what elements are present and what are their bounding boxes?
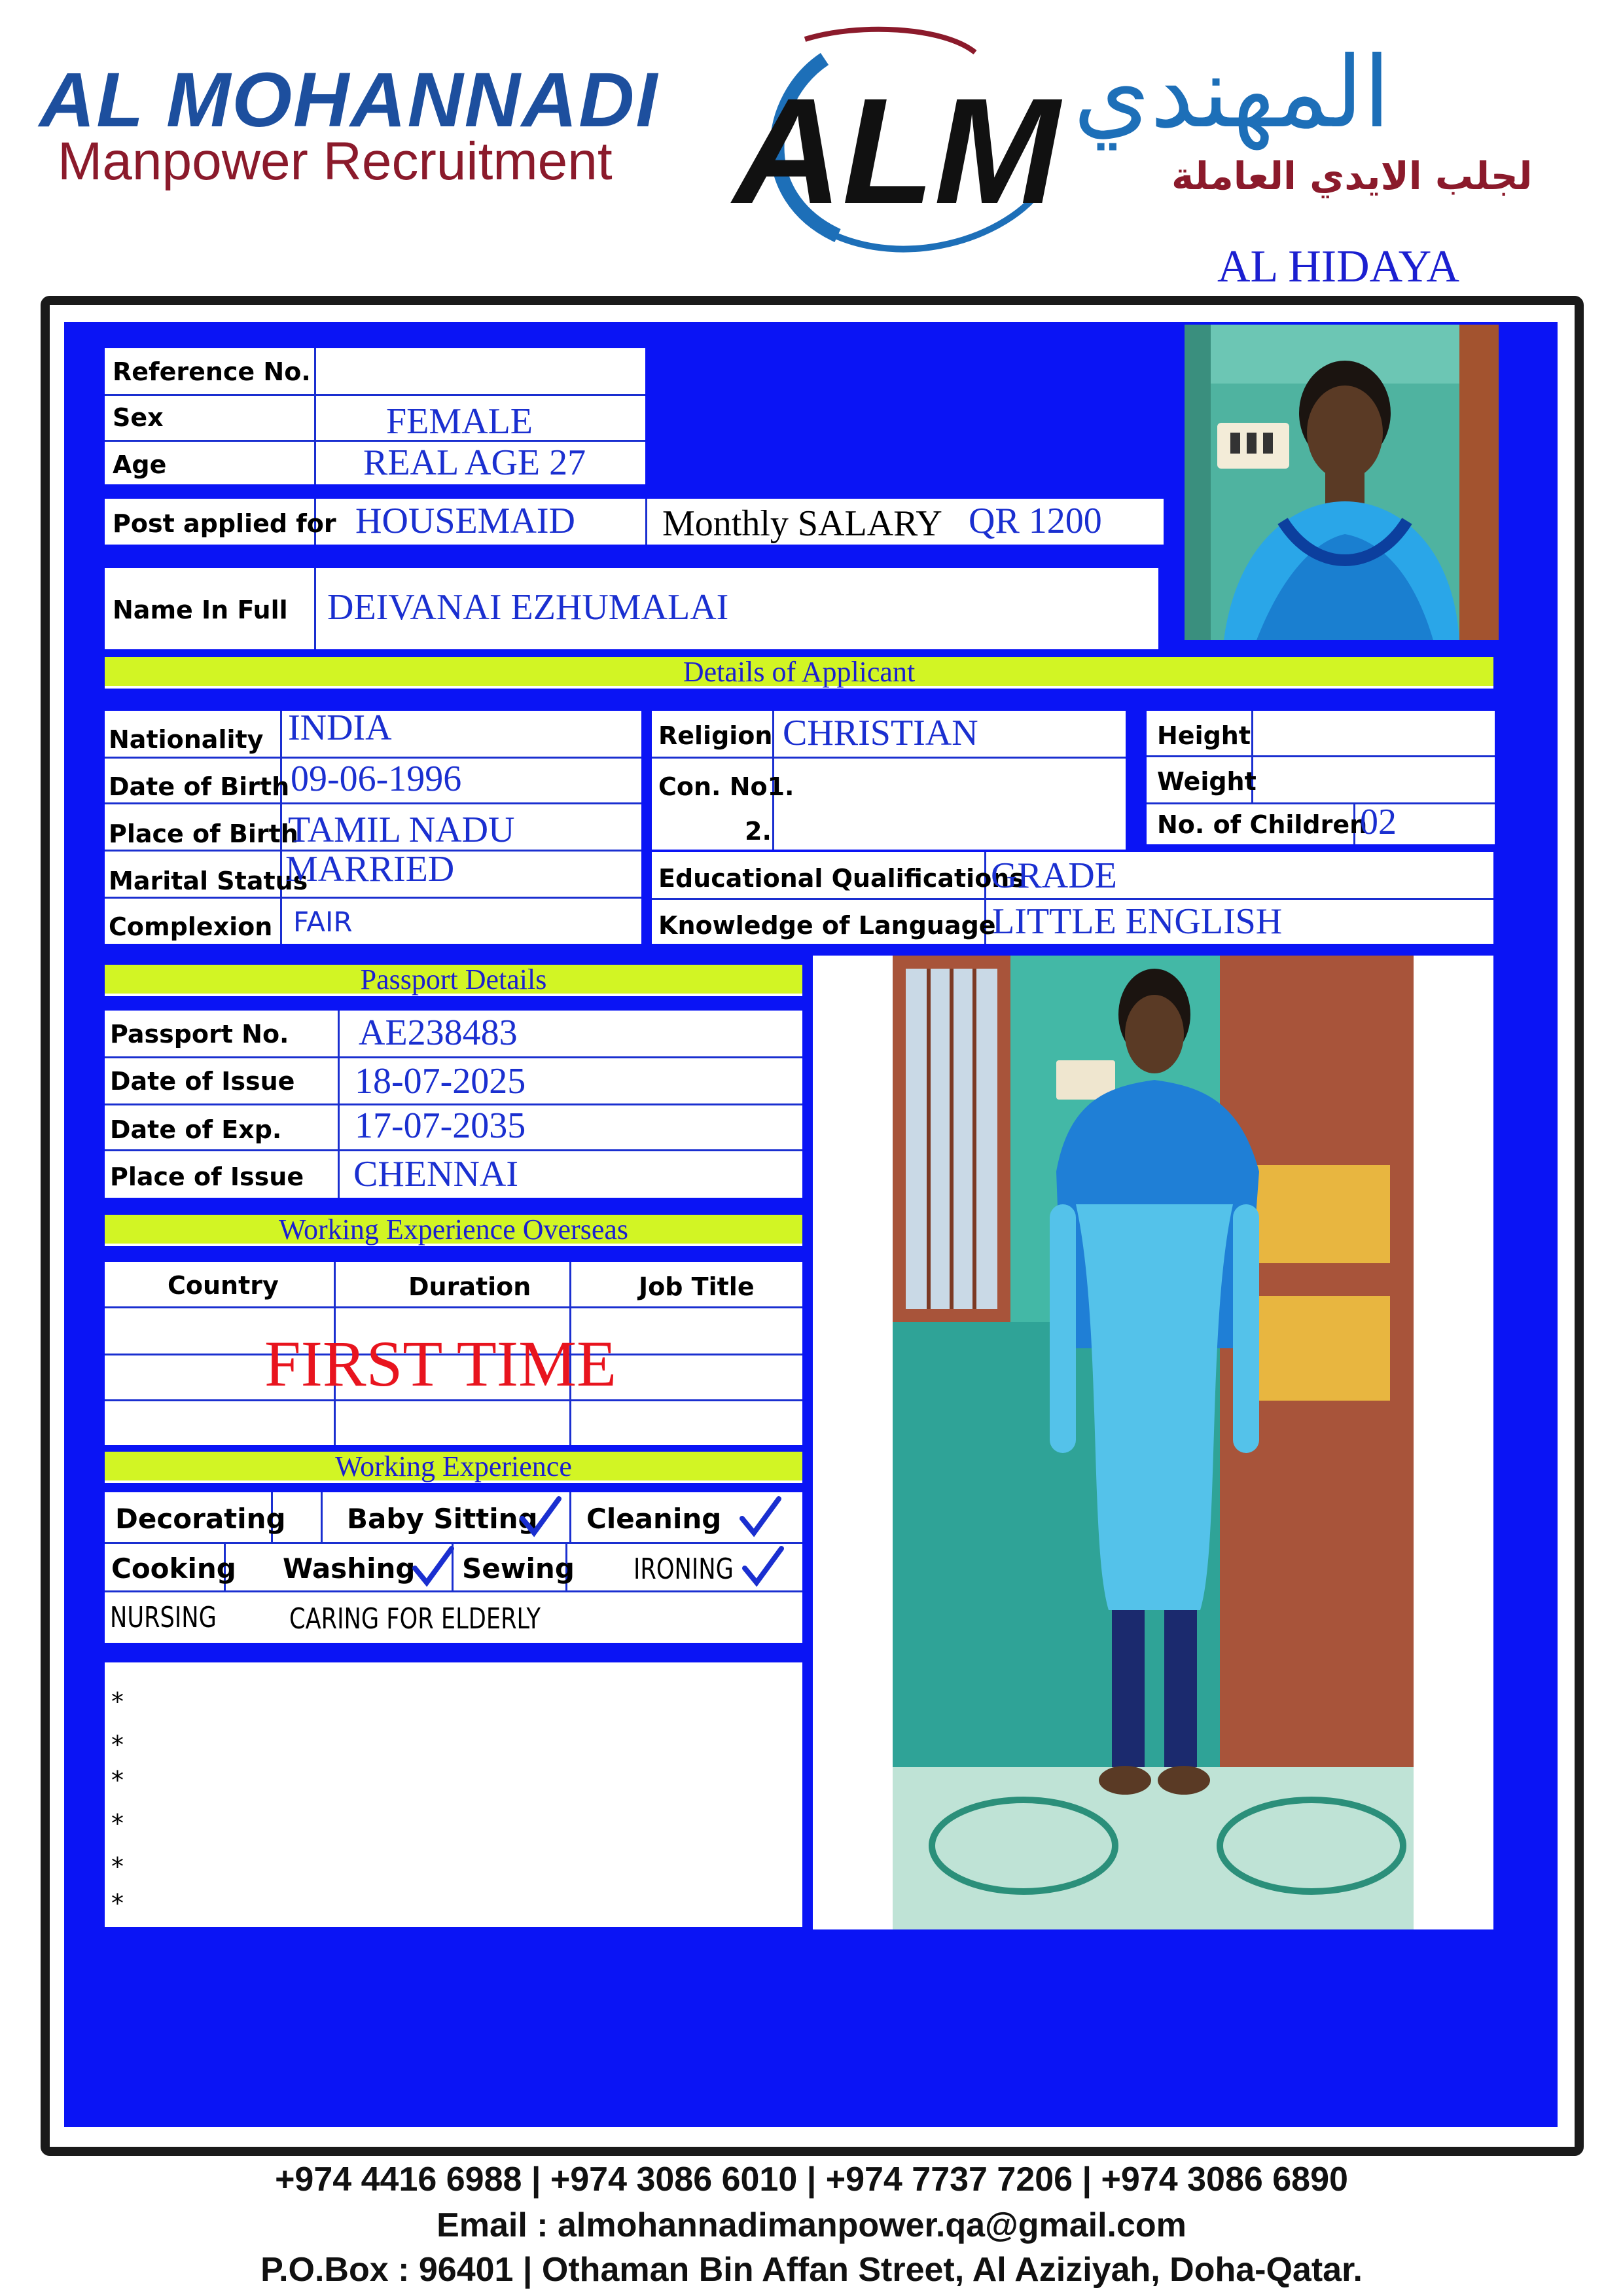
- children-label: No. of Children: [1157, 810, 1368, 839]
- religion-value: CHRISTIAN: [783, 713, 978, 753]
- applicant-left-table: [105, 708, 641, 944]
- company-logo-tagline: Manpower Recruitment: [58, 132, 613, 191]
- salary-value: QR 1200: [969, 501, 1102, 541]
- age-label: Age: [113, 450, 167, 479]
- height-label: Height: [1157, 721, 1251, 750]
- reference-table: [105, 348, 645, 484]
- check-icon-baby-sitting: [517, 1494, 563, 1539]
- contact-1-label: Con. No1.: [658, 772, 794, 801]
- section-bar-passport: Passport Details: [105, 965, 802, 996]
- passport-place-value: CHENNAI: [353, 1154, 518, 1194]
- section-bar-applicant: Details of Applicant: [105, 657, 1493, 689]
- note-line: *: [111, 1852, 124, 1881]
- salary-label: Monthly SALARY: [662, 503, 942, 544]
- applicant-headshot: [1185, 325, 1499, 640]
- language-label: Knowledge of Language: [658, 911, 996, 940]
- check-icon-cleaning: [737, 1494, 783, 1539]
- alm-logo-text: ALM: [733, 67, 1060, 235]
- education-label: Educational Qualifications: [658, 864, 1024, 893]
- skill-nursing: NURSING: [110, 1601, 217, 1634]
- pob-value: TAMIL NADU: [288, 810, 515, 850]
- sex-value: FEMALE: [386, 401, 533, 442]
- check-icon-washing: [410, 1543, 455, 1589]
- skill-cleaning: Cleaning: [586, 1503, 722, 1535]
- passport-number-value: AE238483: [359, 1013, 518, 1053]
- passport-place-label: Place of Issue: [110, 1162, 304, 1191]
- applicant-full-photo: [893, 956, 1414, 1929]
- education-value: GRADE: [991, 855, 1117, 896]
- religion-label: Religion: [658, 721, 773, 750]
- overseas-column-country: Country: [168, 1271, 279, 1300]
- company-logo-english: AL MOHANNADI: [39, 57, 659, 143]
- note-line: *: [111, 1889, 124, 1918]
- skill-decorating: Decorating: [115, 1503, 286, 1535]
- dob-label: Date of Birth: [109, 772, 290, 801]
- passport-expiry-value: 17-07-2035: [355, 1105, 526, 1146]
- alm-logo-mark: [726, 26, 1067, 262]
- marital-value: MARRIED: [285, 849, 455, 889]
- company-logo-arabic: المهندي: [1073, 36, 1391, 150]
- reference-label: Reference No.: [113, 357, 311, 386]
- company-logo-arabic-tagline: لجلب الايدي العاملة: [1171, 154, 1533, 198]
- name-value: DEIVANAI EZHUMALAI: [327, 587, 729, 628]
- complexion-value: FAIR: [293, 906, 353, 938]
- overseas-column-job-title: Job Title: [639, 1272, 755, 1301]
- nationality-value: INDIA: [288, 708, 392, 748]
- education-table: [652, 852, 1493, 944]
- children-value: 02: [1360, 802, 1397, 842]
- pob-label: Place of Birth: [109, 819, 298, 848]
- passport-issue-label: Date of Issue: [110, 1067, 295, 1096]
- post-label: Post applied for: [113, 509, 336, 538]
- language-value: LITTLE ENGLISH: [992, 901, 1283, 942]
- skill-sewing: Sewing: [462, 1552, 575, 1585]
- skill-baby-sitting: Baby Sitting: [347, 1503, 538, 1535]
- post-salary-row: [105, 499, 1164, 545]
- section-bar-overseas: Working Experience Overseas: [105, 1215, 802, 1246]
- weight-label: Weight: [1157, 767, 1257, 796]
- nationality-label: Nationality: [109, 725, 264, 754]
- passport-number-label: Passport No.: [110, 1020, 289, 1049]
- note-line: *: [111, 1687, 124, 1716]
- note-line: *: [111, 1731, 124, 1759]
- skill-washing: Washing: [283, 1552, 416, 1585]
- passport-expiry-label: Date of Exp.: [110, 1115, 282, 1144]
- skill-cooking: Cooking: [111, 1552, 236, 1585]
- complexion-label: Complexion: [109, 912, 273, 941]
- footer-address: P.O.Box : 96401 | Othaman Bin Affan Street, Al Aziziyah, Doha-Qatar.: [260, 2251, 1363, 2289]
- physical-table: [1147, 711, 1495, 844]
- name-row: [105, 568, 1158, 649]
- first-time-stamp: FIRST TIME: [264, 1327, 617, 1400]
- passport-table: [105, 1011, 802, 1198]
- contact-2-label: 2.: [745, 817, 772, 846]
- name-label: Name In Full: [113, 596, 288, 624]
- marital-label: Marital Status: [109, 867, 308, 895]
- passport-issue-value: 18-07-2025: [355, 1061, 526, 1102]
- overseas-column-duration: Duration: [408, 1272, 531, 1301]
- note-line: *: [111, 1766, 124, 1795]
- skill-caring-elderly: CARING FOR ELDERLY: [289, 1602, 541, 1636]
- overseas-table: [105, 1262, 802, 1445]
- post-value: HOUSEMAID: [355, 501, 575, 541]
- section-bar-experience: Working Experience: [105, 1452, 802, 1483]
- skill-ironing: IRONING: [633, 1552, 734, 1586]
- agency-name: AL HIDAYA: [1217, 242, 1460, 292]
- age-value: REAL AGE 27: [363, 442, 586, 483]
- sex-label: Sex: [113, 403, 164, 432]
- dob-value: 09-06-1996: [291, 759, 462, 799]
- check-icon-ironing: [740, 1543, 785, 1589]
- footer-phones: +974 4416 6988 | +974 3086 6010 | +974 7737 7206 | +974 3086 6890: [275, 2161, 1348, 2198]
- footer-email: Email : almohannadimanpower.qa@gmail.com: [437, 2206, 1186, 2244]
- notes-box: [105, 1662, 802, 1927]
- religion-table: [652, 711, 1126, 850]
- note-line: *: [111, 1809, 124, 1838]
